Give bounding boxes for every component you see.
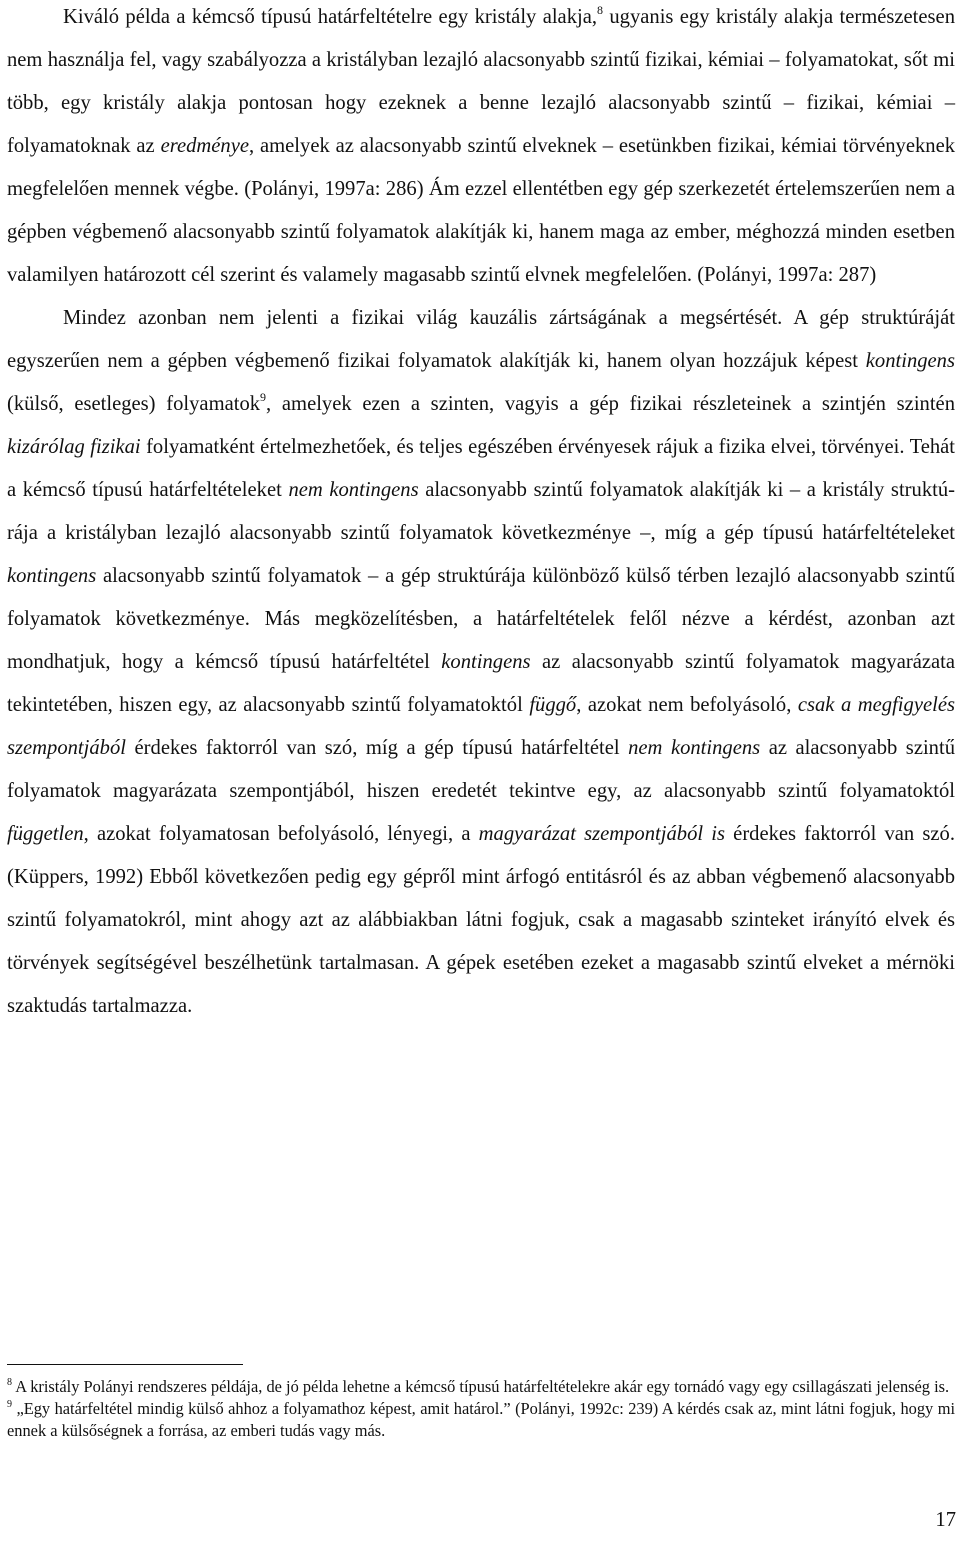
text-run: , amelyek az alacsonyabb szintű elveknek – esetünkben fizikai, kémiai törvényeknek megfelelően mennek végbe. (Polányi, 1997a: 286) Ám ezzel ellentétben egy gép szerkezetét értelemszerűen nem a gépben végbemenő alacsonyabb szintű folyamatok alakítják ki, hanem maga az ember, méghozzá minden esetben valamilyen határozott cél szerint és valamely magasabb szintű elvnek megfelelően. (Polányi, 1997a: 287) <box>7 135 956 286</box>
page-number: 17 <box>935 1509 956 1531</box>
italic-text: kizárólag fizikai <box>7 436 141 458</box>
text-run: , azokat nem befolyásoló, <box>576 694 798 716</box>
paragraph <box>7 0 955 297</box>
text-run: az alacsonyabb szintű folyamatok magyarázata tekintetében, hiszen egy, az alacsonyabb szintű folyamatoktól <box>7 651 955 716</box>
text-run: ugyanis egy kristály alakja természetesen nem használja fel, vagy szabályozza a kristályban lezajló alacsonyabb szintű fizikai, kémiai – folyamatokat, sőt mi több, egy kristály alakja pontosan hogy ezeknek a benne lezajló alacsonyabb szintű – fizikai, kémiai – folyamatoknak az <box>7 6 955 157</box>
text-run: érdekes faktorról van szó. (Küppers, 1992) Ebből következően pedig egy gépről mint árfogó entitásról és az abban végbemenő alacsonyabb szintű folyamatokról, mint ahogy azt az alábbiakban látni fogjuk, csak a magasabb szinteket irányító elvek és törvények segítségével beszélhetünk tartalmasan. A gépek esetében ezeket a magasabb szintű elveket a mérnöki szaktudás tartalmazza. <box>7 823 955 1017</box>
italic-text: eredménye <box>160 135 249 157</box>
italic-text: kontingens <box>7 565 97 587</box>
text-run: folyamatként értelmezhetőek, és teljes egészében érvényesek rájuk a fizika elvei, törvényei. Tehát a kémcső típusú határfeltételeket <box>7 436 956 501</box>
text-run: „Egy határfeltétel mindig külső ahhoz a folyamathoz képest, amit határol.” (Polányi, 1992c: 239) A kérdés csak az, mint látni fogjuk, hogy mi ennek a külsőségnek a forrása, az emberi tudás vagy más. <box>7 1399 955 1440</box>
text-run: érdekes faktorról van szó, míg a gép típusú határfeltétel <box>126 737 629 759</box>
text-run: , amelyek ezen a szinten, vagyis a gép fizikai részleteinek a szintjén szintén <box>266 393 955 415</box>
italic-text: nem kontingens <box>628 737 761 759</box>
footnotes <box>7 1376 955 1442</box>
paragraph <box>7 297 955 1028</box>
footnote-ref: 9 <box>7 1399 12 1410</box>
italic-text: csak a megfigyelés szempontjából <box>7 694 955 759</box>
italic-text: nem kontingens <box>288 479 419 501</box>
footnote-ref: 8 <box>597 3 604 17</box>
footnote-ref: 9 <box>260 390 267 404</box>
text-run: A kristály Polányi rendszeres példája, de jó példa lehetne a kémcső típusú határfeltételekre akár egy tornádó vagy egy csillagászati jelenség is. <box>12 1377 950 1396</box>
text-run: , azokat folyamatosan befolyásoló, lényegi, a <box>83 823 479 845</box>
text-run: Kiváló példa a kémcső típusú határfeltételre egy kristály alakja, <box>63 6 598 28</box>
footnote <box>7 1398 955 1442</box>
text-run: (külső, esetleges) folyamatok <box>7 393 261 415</box>
body-text <box>7 0 955 1028</box>
text-run: alacsonyabb szintű folyamatok alakítják ki – a kristály struktúrája a kristályban lezajló alacsonyabb szintű folyamatok következménye –, míg a gép típusú határfeltételeket <box>7 479 955 544</box>
footnote-ref: 8 <box>7 1377 12 1388</box>
italic-text: kontingens <box>441 651 531 673</box>
footnote <box>7 1376 955 1398</box>
italic-text: független <box>7 823 84 845</box>
italic-text: magyarázat szempontjából is <box>478 823 725 845</box>
text-run: az alacsonyabb szintű folyamatok magyarázata szempontjából, hiszen eredetét tekintve egy, az alacsonyabb szintű folyamatoktól <box>7 737 956 802</box>
text-run: alacsonyabb szintű folyamatok – a gép struktúrája különböző külső térben lezajló alacsonyabb szintű folyamatok következménye. Más megközelítésben, a határfeltételek felől nézve a kérdést, azonban azt mondhatjuk, hogy a kémcső típusú határfeltétel <box>7 565 955 673</box>
italic-text: kontingens <box>865 350 955 372</box>
footnote-separator <box>7 1364 243 1365</box>
text-run: Mindez azonban nem jelenti a fizikai világ kauzális zártságának a megsértését. A gép struktúráját egyszerűen nem a gépben végbemenő fizikai folyamatok alakítják ki, hanem olyan hozzájuk képest <box>7 307 955 372</box>
italic-text: függő <box>529 694 577 716</box>
